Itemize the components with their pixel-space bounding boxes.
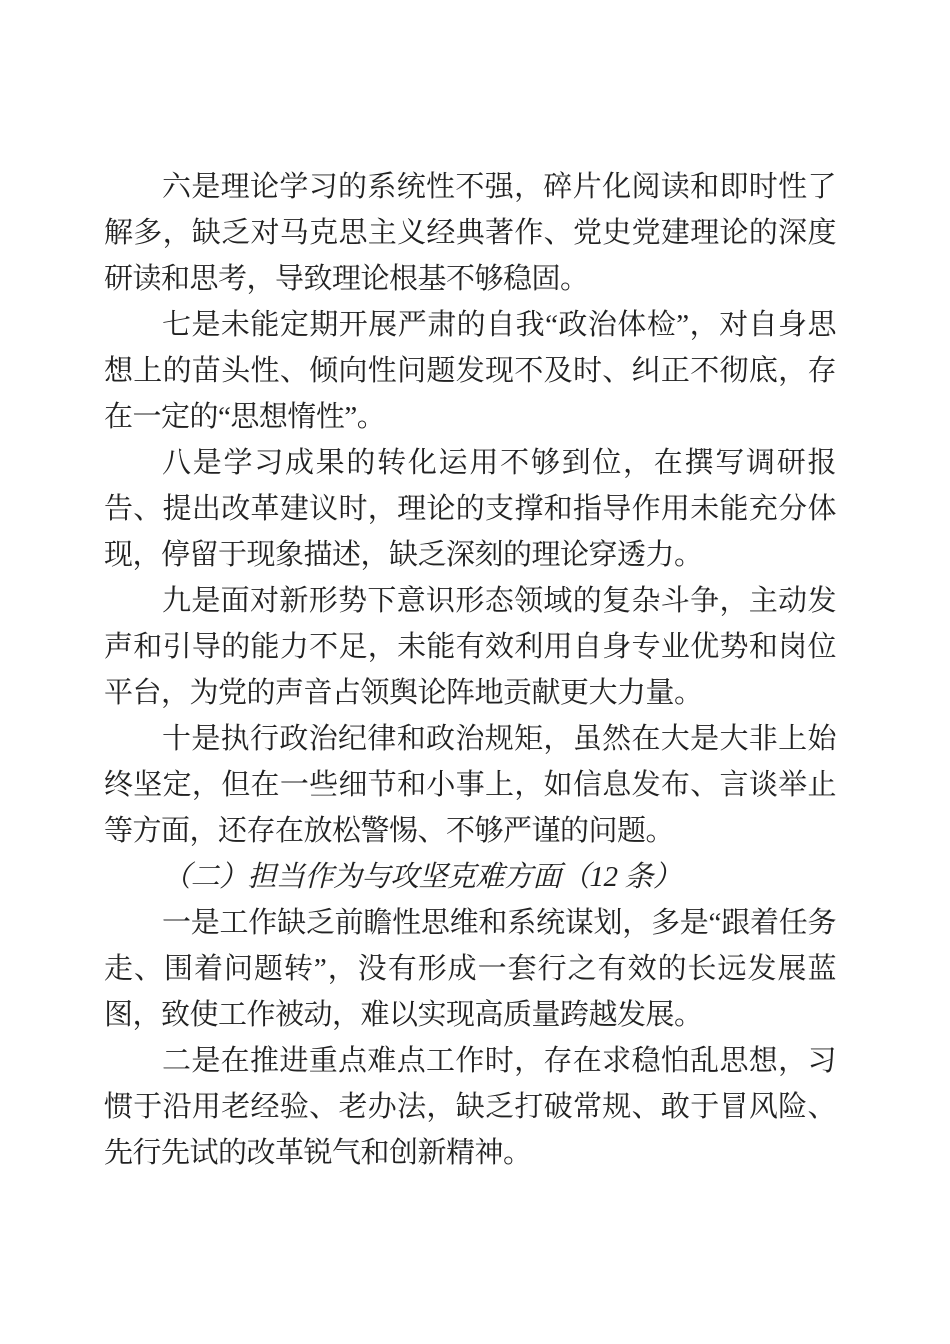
body-paragraph: 九是面对新形势下意识形态领域的复杂斗争，主动发声和引导的能力不足，未能有效利用自身专业优势和岗位平台，为党的声音占领舆论阵地贡献更大力量。 <box>104 585 836 709</box>
section-heading: （二）担当作为与攻坚克难方面（12 条） <box>162 861 682 893</box>
body-paragraph: 七是未能定期开展严肃的自我“政治体检”，对自身思想上的苗头性、倾向性问题发现不及时、纠正不彻底，存在一定的“思想惰性”。 <box>104 309 836 433</box>
body-paragraph: 十是执行政治纪律和政治规矩，虽然在大是大非上始终坚定，但在一些细节和小事上，如信息发布、言谈举止等方面，还存在放松警惕、不够严谨的问题。 <box>104 723 836 847</box>
document-text-block <box>104 164 836 1176</box>
body-paragraph: 二是在推进重点难点工作时，存在求稳怕乱思想，习惯于沿用老经验、老办法，缺乏打破常规、敢于冒风险、先行先试的改革锐气和创新精神。 <box>104 1045 836 1169</box>
body-paragraph: 一是工作缺乏前瞻性思维和系统谋划，多是“跟着任务走、围着问题转”，没有形成一套行之有效的长远发展蓝图，致使工作被动，难以实现高质量跨越发展。 <box>104 907 836 1031</box>
body-paragraph: 八是学习成果的转化运用不够到位，在撰写调研报告、提出改革建议时，理论的支撑和指导作用未能充分体现，停留于现象描述，缺乏深刻的理论穿透力。 <box>104 447 836 571</box>
body-paragraph: 六是理论学习的系统性不强，碎片化阅读和即时性了解多，缺乏对马克思主义经典著作、党史党建理论的深度研读和思考，导致理论根基不够稳固。 <box>104 171 836 295</box>
